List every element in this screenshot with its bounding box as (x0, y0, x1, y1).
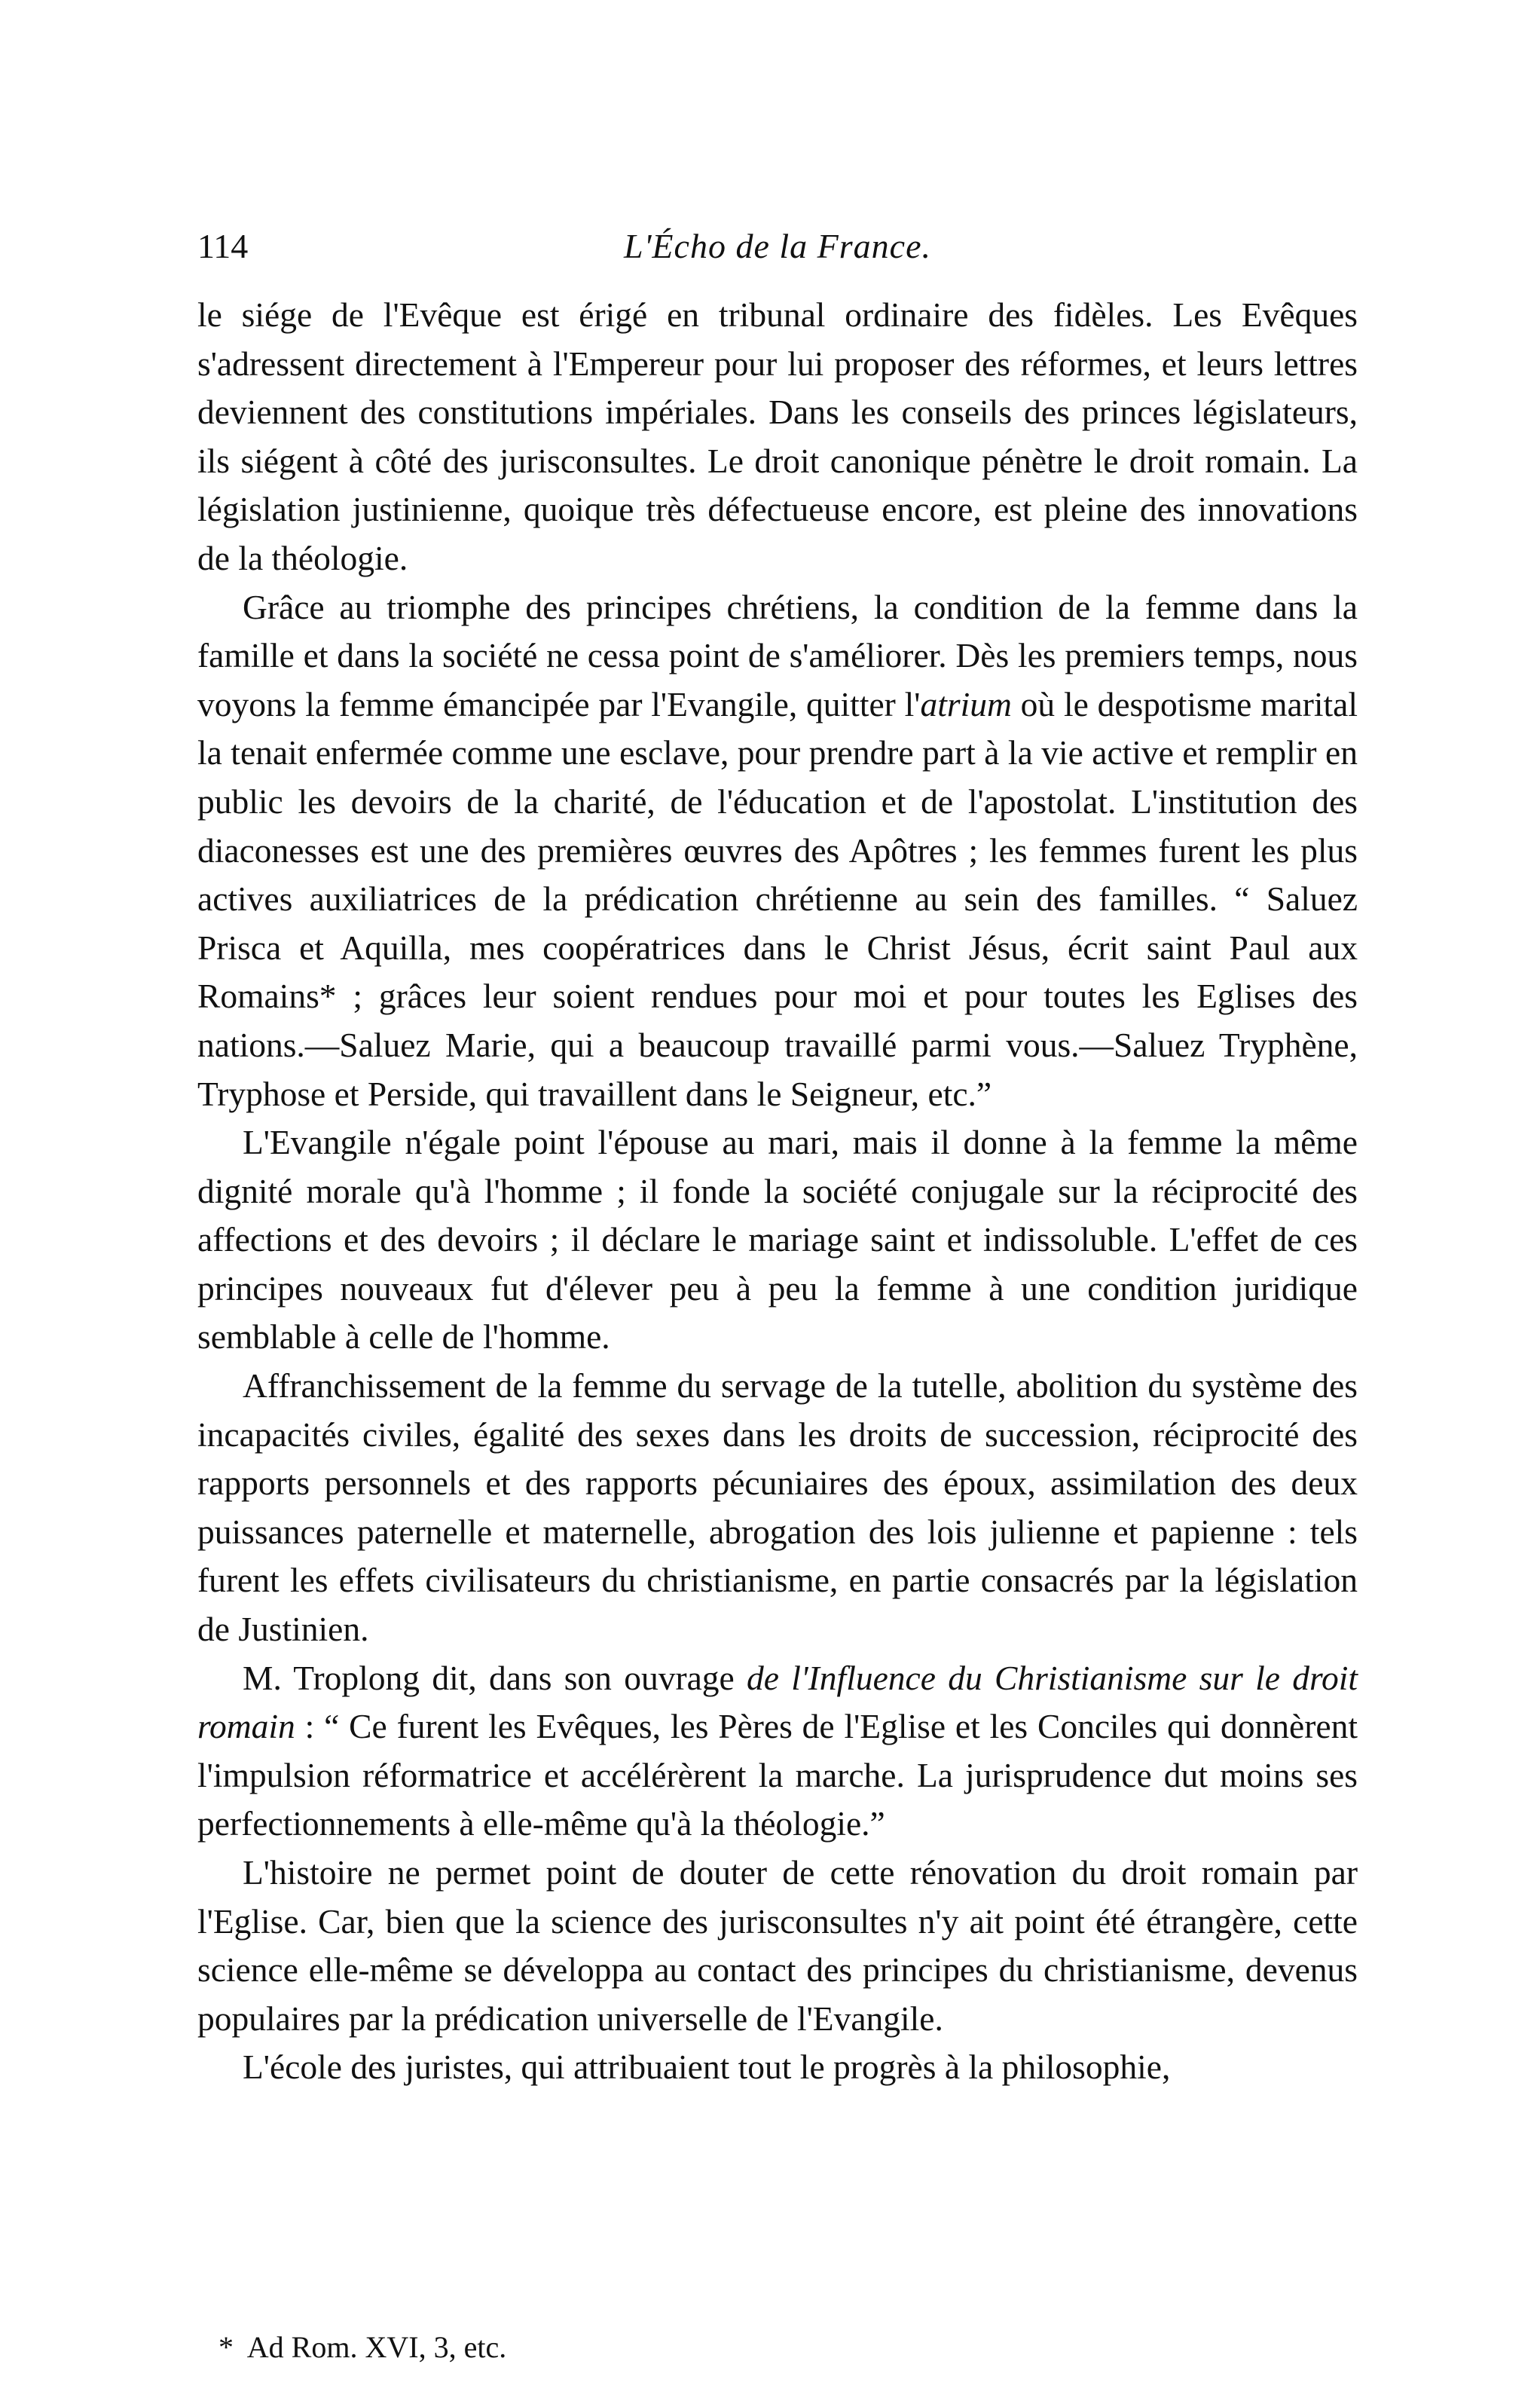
italic-text: atrium (920, 684, 1012, 723)
text-run: L'histoire ne permet point de douter de cette rénovation du droit romain par l'Eglise. Car, bien que la science des jurisconsultes n'y ait point été étrangère, cette science elle-même se développa au contact des principes du christianisme, devenus populaires par la prédication universelle de l'Evangile. (197, 1853, 1358, 2038)
text-run: le siége de l'Evêque est érigé en tribunal ordinaire des fidèles. Les Evêques s'adressent directement à l'Empereur pour lui proposer des réformes, et leurs lettres deviennent des constitutions impériales. Dans les conseils des princes législateurs, ils siégent à côté des jurisconsultes. Le droit canonique pénètre le droit romain. La législation justinienne, quoique très défectueuse encore, est pleine des innovations de la théologie. (197, 295, 1358, 577)
page-header (197, 226, 1358, 279)
footnote-marker: * (218, 2330, 234, 2364)
text-run: Grâce au triomphe des principes chrétiens, la condition de la femme dans la famille et dans la société ne cessa point de s'améliorer. Dès les premiers temps, nous voyons la femme émancipée par l'Evangile, quitter l' (197, 587, 1358, 723)
running-title: L'Écho de la France. (624, 227, 931, 265)
footnote-text: Ad Rom. XVI, 3, etc. (246, 2330, 507, 2364)
paragraph (197, 583, 1358, 1119)
italic-text: de l'Influence du Christianisme sur le droit romain (197, 1658, 1358, 1746)
text-run: où le despotisme marital la tenait enfermée comme une esclave, pour prendre part à la vie active et remplir en public les devoirs de la charité, de l'éducation et de l'apostolat. L'institution des diaconesses est une des premières œuvres des Apôtres ; les femmes furent les plus actives auxiliatrices de la prédication chrétienne au sein des familles. “ Saluez Prisca et Aquilla, mes coopératrices dans le Christ Jésus, écrit saint Paul aux Romains* ; grâces leur soient rendues pour moi et pour toutes les Eglises des nations.—Saluez Marie, qui a beaucoup travaillé parmi vous.—Saluez Tryphène, Tryphose et Perside, qui travaillent dans le Seigneur, etc.” (197, 684, 1358, 1113)
paragraph (197, 1118, 1358, 1362)
paragraph (197, 1849, 1358, 2043)
paragraph (197, 1654, 1358, 1849)
paragraph (197, 2043, 1358, 2092)
paragraph (197, 291, 1358, 583)
text-run: Affranchissement de la femme du servage de la tutelle, abolition du système des incapacités civiles, égalité des sexes dans les droits de succession, réciprocité des rapports personnels et des rapports pécuniaires des époux, assimilation des deux puissances paternelle et maternelle, abrogation des lois julienne et papienne : tels furent les effets civilisateurs du christianisme, en partie consacrés par la législation de Justinien. (197, 1366, 1358, 1649)
body-text (197, 291, 1358, 2092)
text-run: L'école des juristes, qui attribuaient tout le progrès à la philosophie, (243, 2048, 1171, 2087)
footnote (218, 2329, 1123, 2366)
text-run: : “ Ce furent les Evêques, les Pères de l'Eglise et les Conciles qui donnèrent l'impulsion réformatrice et accélérèrent la marche. La jurisprudence dut moins ses perfectionnements à elle-même qu'à la théologie.” (197, 1707, 1358, 1843)
paragraph (197, 1362, 1358, 1654)
text-run: M. Troplong dit, dans son ouvrage (243, 1658, 747, 1697)
page-number: 114 (197, 227, 249, 265)
text-run: L'Evangile n'égale point l'épouse au mari, mais il donne à la femme la même dignité morale qu'à l'homme ; il fonde la société conjugale sur la réciprocité des affections et des devoirs ; il déclare le mariage saint et indissoluble. L'effet de ces principes nouveaux fut d'élever peu à peu la femme à une condition juridique semblable à celle de l'homme. (197, 1123, 1358, 1356)
